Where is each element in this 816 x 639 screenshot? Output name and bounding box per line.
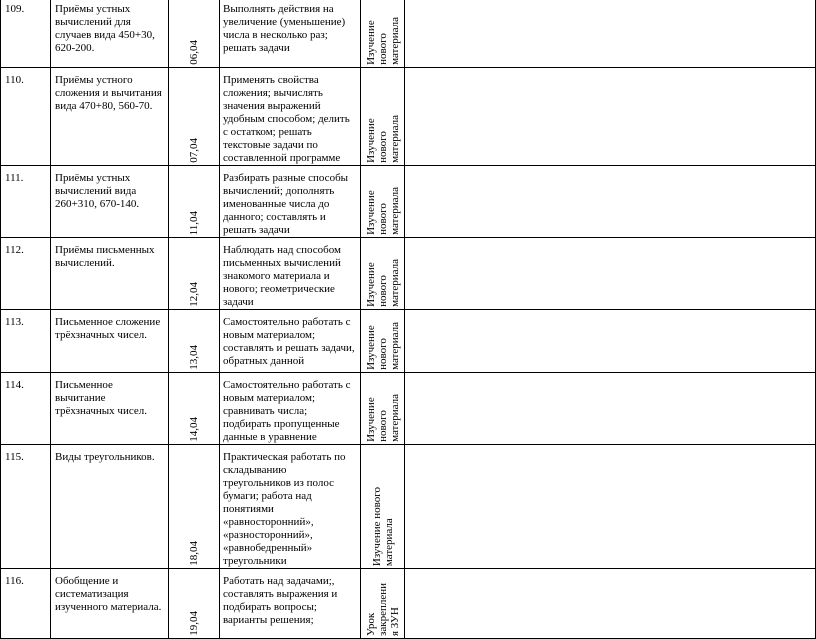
activity-cell [220,238,361,310]
lesson-date: 14,04 [187,417,200,442]
lesson-number-cell [1,373,51,445]
lesson-date-cell [169,238,220,310]
activity-cell [220,445,361,569]
lesson-topic-cell [51,445,169,569]
lesson-number: 116. [5,575,24,587]
empty-cell [405,310,816,373]
lesson-type: Изучение нового материала [364,322,401,370]
lesson-type: Изучение нового материала [364,17,401,65]
activity-cell [220,0,361,68]
lesson-number: 112. [5,244,24,256]
lesson-type-cell [361,238,405,310]
lesson-date: 13,04 [187,345,200,370]
lesson-number-cell [1,166,51,238]
lesson-date: 12,04 [187,282,200,307]
empty-cell [405,166,816,238]
lesson-topic-cell [51,310,169,373]
lesson-date: 18,04 [187,541,200,566]
lesson-topic: Виды треугольников. [55,451,155,463]
activity-description: Самостоятельно работать с новым материалом; сравнивать числа; подбирать пропущенные данные в уравнение [223,379,351,443]
activity-cell [220,569,361,639]
table-row [1,310,816,373]
activity-description: Разбирать разные способы вычислений; дополнять именованные числа до данного; составлять и решать задачи [223,172,349,236]
lesson-topic-cell [51,238,169,310]
table-row [1,373,816,445]
lesson-date-cell [169,0,220,68]
table-row [1,166,816,238]
empty-cell [405,68,816,166]
lesson-date-cell [169,68,220,166]
lesson-number: 109. [5,3,25,15]
lesson-number-cell [1,569,51,639]
lesson-topic: Приёмы устных вычислений для случаев вида 450+30, 620-200. [55,3,155,54]
lesson-topic-cell [51,569,169,639]
lesson-type-cell [361,569,405,639]
lesson-number: 113. [5,316,24,328]
lesson-topic-cell [51,166,169,238]
lesson-topic: Приёмы устного сложения и вычитания вида 470+80, 560-70. [55,74,162,112]
table-row [1,0,816,68]
activity-description: Практическая работать по складыванию треугольников из полос бумаги; работа над понятиями «равносторонний», «разносторонний», «равнобедренный» треугольники [223,451,346,567]
lesson-type: Урок закреплени я ЗУН [364,583,401,636]
lesson-date-cell [169,373,220,445]
table-row [1,68,816,166]
lesson-type: Изучение нового материала [370,486,395,566]
table-row [1,569,816,639]
lesson-number: 110. [5,74,24,86]
table-row [1,238,816,310]
lesson-number: 114. [5,379,24,391]
lesson-date-cell [169,166,220,238]
empty-cell [405,373,816,445]
lesson-type: Изучение нового материала [364,115,401,163]
lesson-type-cell [361,68,405,166]
activity-cell [220,373,361,445]
lesson-type-cell [361,310,405,373]
lesson-type-cell [361,373,405,445]
lesson-topic: Письменное вычитание трёхзначных чисел. [55,379,147,417]
empty-cell [405,238,816,310]
activity-description: Работать над задачами;, составлять выражения и подбирать вопросы; варианты решения; [223,575,338,626]
empty-cell [405,0,816,68]
lesson-date-cell [169,445,220,569]
lesson-date: 07,04 [187,138,200,163]
lesson-topic: Приёмы письменных вычислений. [55,244,155,269]
lesson-number-cell [1,445,51,569]
lesson-topic-cell [51,68,169,166]
lesson-number-cell [1,68,51,166]
lesson-number-cell [1,0,51,68]
lesson-type: Изучение нового материала [364,394,401,442]
activity-description: Применять свойства сложения; вычислять значения выражений удобным способом; делить с остатком; решать текстовые задачи по составленной программе [223,74,350,164]
lesson-topic-cell [51,373,169,445]
lesson-topic: Письменное сложение трёхзначных чисел. [55,316,161,341]
lesson-date: 19,04 [187,611,200,636]
lesson-number-cell [1,238,51,310]
lesson-type-cell [361,166,405,238]
activity-cell [220,166,361,238]
lesson-topic-cell [51,0,169,68]
activity-description: Наблюдать над способом письменных вычислений знакомого материала и нового; геометрические задачи [223,244,341,308]
lesson-date-cell [169,310,220,373]
lesson-topic: Приёмы устных вычислений вида 260+310, 670-140. [55,172,140,210]
lesson-date: 06,04 [187,40,200,65]
activity-description: Самостоятельно работать с новым материалом; составлять и решать задачи, обратных данной [223,316,355,367]
lesson-type-cell [361,445,405,569]
lesson-number-cell [1,310,51,373]
empty-cell [405,445,816,569]
lesson-number: 111. [5,172,24,184]
lesson-type: Изучение нового материала [364,187,401,235]
activity-description: Выполнять действия на увеличение (уменьшение) числа в несколько раз; решать задачи [223,3,346,54]
lesson-number: 115. [5,451,24,463]
lesson-type-cell [361,0,405,68]
lesson-topic: Обобщение и систематизация изученного материала. [55,575,162,613]
empty-cell [405,569,816,639]
activity-cell [220,310,361,373]
lesson-type: Изучение нового материала [364,259,401,307]
table-row [1,445,816,569]
activity-cell [220,68,361,166]
lesson-date: 11,04 [187,210,200,235]
lesson-date-cell [169,569,220,639]
